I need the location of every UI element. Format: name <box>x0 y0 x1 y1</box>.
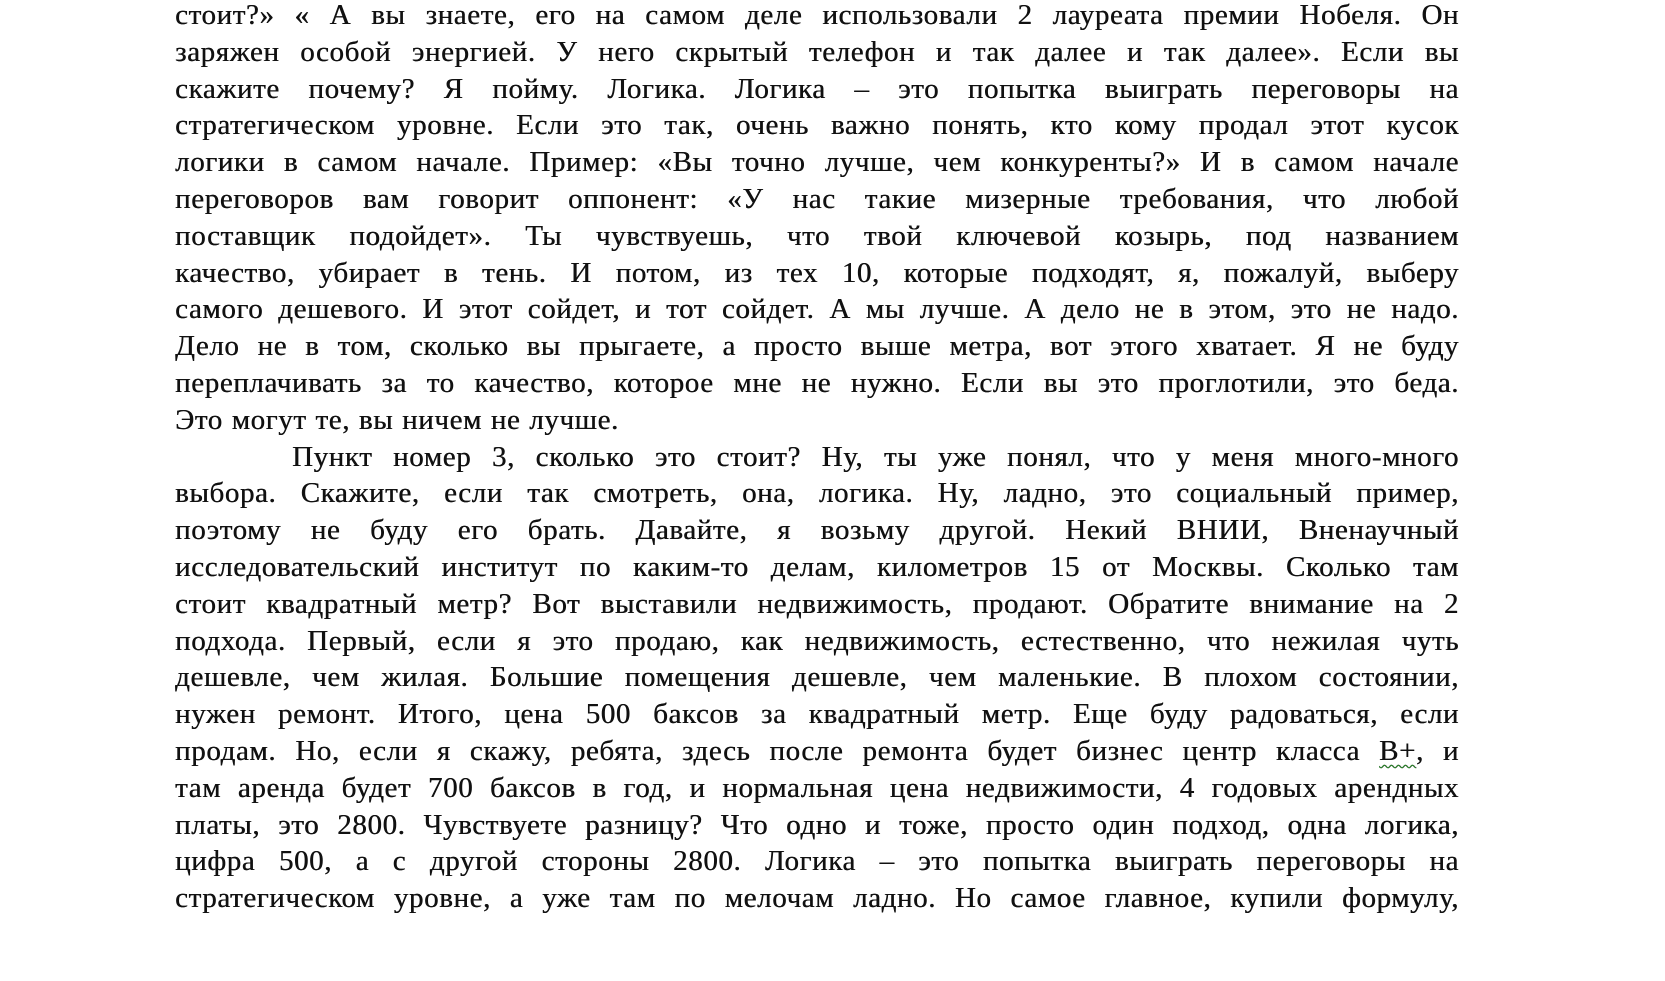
text-line: нужен ремонт. Итого, цена 500 баксов за квадратный метр. Еще буду радоваться, если <box>175 698 1459 731</box>
text-line: переплачивать за то качество, которое мне не нужно. Если вы это проглотили, это беда. <box>175 366 1459 399</box>
text-line: цифра 500, а с другой стороны 2800. Логика – это попытка выиграть переговоры на <box>175 845 1459 878</box>
text-line: логики в самом начале. Пример: «Вы точно лучше, чем конкуренты?» И в самом начале <box>175 146 1459 179</box>
text-line: самого дешевого. И этот сойдет, и тот сойдет. А мы лучше. А дело не в этом, это не надо. <box>175 293 1459 326</box>
text-line: подхода. Первый, если я это продаю, как недвижимость, естественно, что нежилая чуть <box>175 624 1459 657</box>
text-line: Дело не в том, сколько вы прыгаете, а просто выше метра, вот этого хватает. Я не буду <box>175 330 1459 363</box>
spellcheck-marked-word[interactable]: В+ <box>1379 734 1416 767</box>
text-line: поставщик подойдет». Ты чувствуешь, что твой ключевой козырь, под названием <box>175 219 1459 252</box>
text-segment: , и <box>1415 734 1459 767</box>
text-line <box>175 733 1459 770</box>
text-line: там аренда будет 700 баксов в год, и нормальная цена недвижимости, 4 годовых арендных <box>175 771 1459 804</box>
text-line: исследовательский институт по каким-то делам, километров 15 от Москвы. Сколько там <box>175 550 1459 583</box>
text-line: заряжен особой энергией. У него скрытый телефон и так далее и так далее». Если вы <box>175 35 1459 68</box>
text-line: стоит квадратный метр? Вот выставили недвижимость, продают. Обратите внимание на 2 <box>175 587 1459 620</box>
text-line: стратегическом уровне, а уже там по мелочам ладно. Но самое главное, купили формулу, <box>175 882 1459 915</box>
text-line: скажите почему? Я пойму. Логика. Логика – это попытка выиграть переговоры на <box>175 72 1459 105</box>
text-line: выбора. Скажите, если так смотреть, она, логика. Ну, ладно, это социальный пример, <box>175 477 1459 510</box>
paragraph-start-line: Пункт номер 3, сколько это стоит? Ну, ты уже понял, что у меня много-много <box>292 440 1459 473</box>
text-line: стоит?» « А вы знаете, его на самом деле использовали 2 лауреата премии Нобеля. Он <box>175 0 1459 31</box>
text-line: стратегическом уровне. Если это так, очень важно понять, кто кому продал этот кусок <box>175 109 1459 142</box>
text-line: качество, убирает в тень. И потом, из тех 10, которые подходят, я, пожалуй, выберу <box>175 256 1459 289</box>
text-line: переговоров вам говорит оппонент: «У нас такие мизерные требования, что любой <box>175 182 1459 215</box>
document-page <box>175 0 1459 917</box>
text-line: поэтому не буду его брать. Давайте, я возьму другой. Некий ВНИИ, Вненаучный <box>175 514 1459 547</box>
paragraph-end-line: Это могут те, вы ничем не лучше. <box>175 403 619 436</box>
text-segment: продам. Но, если я скажу, ребята, здесь после ремонта будет бизнес центр класса <box>175 734 1360 767</box>
text-line: платы, это 2800. Чувствуете разницу? Что одно и тоже, просто один подход, одна логика, <box>175 808 1459 841</box>
text-line: дешевле, чем жилая. Большие помещения дешевле, чем маленькие. В плохом состоянии, <box>175 661 1459 694</box>
